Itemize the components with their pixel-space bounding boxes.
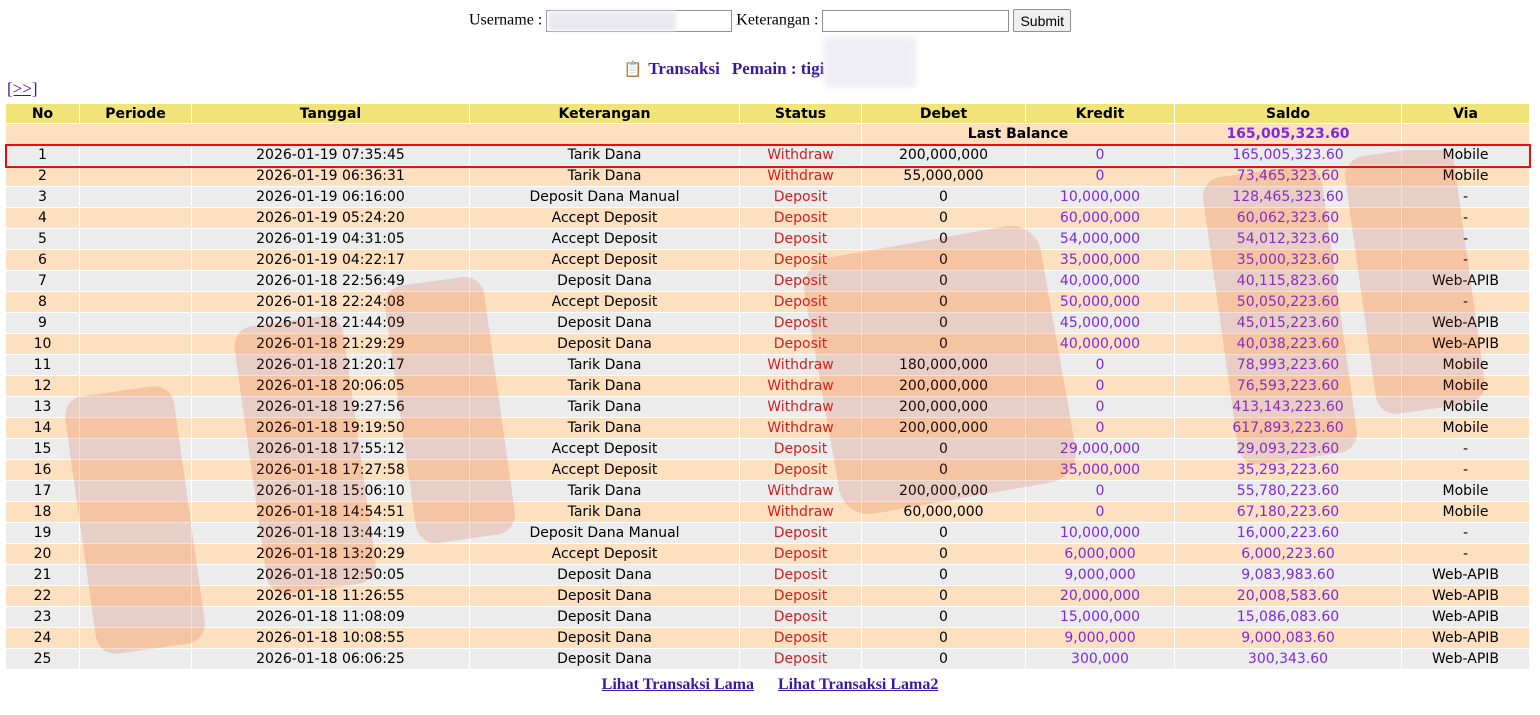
cell-status: Withdraw	[740, 418, 861, 438]
table-row	[6, 439, 1529, 459]
last-balance-value: 165,005,323.60	[1175, 124, 1401, 144]
cell-tanggal: 2026-01-19 04:31:05	[192, 229, 469, 249]
cell-kredit: 0	[1026, 145, 1174, 165]
cell-keterangan: Deposit Dana	[470, 586, 739, 606]
title-transaksi: Transaksi	[648, 58, 720, 78]
page-title	[0, 53, 1540, 87]
cell-via: Mobile	[1402, 376, 1529, 396]
cell-via: Mobile	[1402, 397, 1529, 417]
cell-keterangan: Accept Deposit	[470, 460, 739, 480]
cell-via: -	[1402, 544, 1529, 564]
cell-saldo: 413,143,223.60	[1175, 397, 1401, 417]
cell-status: Withdraw	[740, 502, 861, 522]
cell-periode	[80, 229, 191, 249]
cell-keterangan: Accept Deposit	[470, 292, 739, 312]
username-label: Username :	[468, 11, 543, 29]
header-kredit: Kredit	[1026, 104, 1174, 123]
cell-debet: 200,000,000	[862, 418, 1025, 438]
cell-status: Deposit	[740, 460, 861, 480]
cell-periode	[80, 397, 191, 417]
cell-status: Withdraw	[740, 397, 861, 417]
cell-saldo: 6,000,223.60	[1175, 544, 1401, 564]
table-row	[6, 250, 1529, 270]
cell-saldo: 300,343.60	[1175, 649, 1401, 669]
last-balance-row	[6, 124, 1529, 144]
cell-status: Deposit	[740, 292, 861, 312]
cell-debet: 0	[862, 544, 1025, 564]
cell-saldo: 73,465,323.60	[1175, 166, 1401, 186]
cell-debet: 0	[862, 607, 1025, 627]
table-row	[6, 376, 1529, 396]
cell-periode	[80, 313, 191, 333]
cell-saldo: 45,015,223.60	[1175, 313, 1401, 333]
cell-via: Mobile	[1402, 502, 1529, 522]
cell-tanggal: 2026-01-18 14:54:51	[192, 502, 469, 522]
cell-tanggal: 2026-01-18 13:44:19	[192, 523, 469, 543]
cell-via: Mobile	[1402, 145, 1529, 165]
table-row	[6, 565, 1529, 585]
title-pemain: Pemain : tigi	[731, 58, 825, 78]
cell-saldo: 9,083,983.60	[1175, 565, 1401, 585]
cell-debet: 55,000,000	[862, 166, 1025, 186]
cell-via: -	[1402, 208, 1529, 228]
cell-via: -	[1402, 292, 1529, 312]
cell-keterangan: Accept Deposit	[470, 439, 739, 459]
cell-no: 7	[6, 271, 79, 291]
cell-no: 17	[6, 481, 79, 501]
cell-saldo: 20,008,583.60	[1175, 586, 1401, 606]
old-transactions-link-2[interactable]: Lihat Transaksi Lama2	[778, 676, 939, 693]
cell-kredit: 45,000,000	[1026, 313, 1174, 333]
cell-kredit: 35,000,000	[1026, 250, 1174, 270]
cell-tanggal: 2026-01-19 06:16:00	[192, 187, 469, 207]
cell-no: 18	[6, 502, 79, 522]
cell-no: 23	[6, 607, 79, 627]
table-row	[6, 649, 1529, 669]
cell-debet: 0	[862, 565, 1025, 585]
cell-tanggal: 2026-01-18 21:29:29	[192, 334, 469, 354]
cell-saldo: 78,993,223.60	[1175, 355, 1401, 375]
cell-tanggal: 2026-01-18 17:27:58	[192, 460, 469, 480]
cell-debet: 60,000,000	[862, 502, 1025, 522]
table-row	[6, 628, 1529, 648]
cell-tanggal: 2026-01-18 11:08:09	[192, 607, 469, 627]
cell-status: Deposit	[740, 544, 861, 564]
cell-debet: 0	[862, 523, 1025, 543]
table-row	[6, 271, 1529, 291]
header-saldo: Saldo	[1175, 104, 1401, 123]
cell-status: Withdraw	[740, 145, 861, 165]
footer-links	[0, 676, 1540, 694]
cell-saldo: 40,038,223.60	[1175, 334, 1401, 354]
cell-debet: 200,000,000	[862, 376, 1025, 396]
cell-saldo: 76,593,223.60	[1175, 376, 1401, 396]
cell-saldo: 16,000,223.60	[1175, 523, 1401, 543]
cell-no: 24	[6, 628, 79, 648]
cell-no: 20	[6, 544, 79, 564]
cell-kredit: 29,000,000	[1026, 439, 1174, 459]
cell-status: Deposit	[740, 586, 861, 606]
cell-no: 25	[6, 649, 79, 669]
cell-kredit: 6,000,000	[1026, 544, 1174, 564]
table-row	[6, 145, 1529, 165]
cell-keterangan: Tarik Dana	[470, 481, 739, 501]
cell-via: -	[1402, 187, 1529, 207]
cell-via: Web-APIB	[1402, 586, 1529, 606]
cell-saldo: 35,000,323.60	[1175, 250, 1401, 270]
cell-via: Web-APIB	[1402, 334, 1529, 354]
cell-periode	[80, 649, 191, 669]
cell-periode	[80, 481, 191, 501]
cell-periode	[80, 439, 191, 459]
cell-kredit: 0	[1026, 481, 1174, 501]
cell-no: 4	[6, 208, 79, 228]
cell-periode	[80, 544, 191, 564]
cell-periode	[80, 250, 191, 270]
cell-saldo: 128,465,323.60	[1175, 187, 1401, 207]
header-debet: Debet	[862, 104, 1025, 123]
cell-periode	[80, 355, 191, 375]
header-tanggal: Tanggal	[192, 104, 469, 123]
cell-no: 9	[6, 313, 79, 333]
header-periode: Periode	[80, 104, 191, 123]
cell-saldo: 29,093,223.60	[1175, 439, 1401, 459]
cell-keterangan: Deposit Dana Manual	[470, 523, 739, 543]
cell-debet: 0	[862, 586, 1025, 606]
cell-keterangan: Deposit Dana	[470, 565, 739, 585]
cell-via: Web-APIB	[1402, 313, 1529, 333]
redacted-username	[548, 11, 676, 31]
cell-periode	[80, 523, 191, 543]
cell-no: 2	[6, 166, 79, 186]
table-row	[6, 586, 1529, 606]
table-row	[6, 502, 1529, 522]
cell-keterangan: Tarik Dana	[470, 397, 739, 417]
cell-kredit: 0	[1026, 502, 1174, 522]
cell-no: 5	[6, 229, 79, 249]
cell-status: Deposit	[740, 187, 861, 207]
cell-status: Deposit	[740, 649, 861, 669]
cell-status: Deposit	[740, 565, 861, 585]
table-row	[6, 313, 1529, 333]
cell-tanggal: 2026-01-18 15:06:10	[192, 481, 469, 501]
cell-kredit: 9,000,000	[1026, 628, 1174, 648]
cell-status: Deposit	[740, 313, 861, 333]
cell-tanggal: 2026-01-18 13:20:29	[192, 544, 469, 564]
cell-saldo: 55,780,223.60	[1175, 481, 1401, 501]
table-row	[6, 229, 1529, 249]
cell-kredit: 0	[1026, 355, 1174, 375]
header-no: No	[6, 104, 79, 123]
cell-saldo: 67,180,223.60	[1175, 502, 1401, 522]
table-row	[6, 208, 1529, 228]
table-row	[6, 523, 1529, 543]
cell-saldo: 617,893,223.60	[1175, 418, 1401, 438]
cell-kredit: 40,000,000	[1026, 334, 1174, 354]
cell-no: 22	[6, 586, 79, 606]
table-row	[6, 292, 1529, 312]
search-form	[0, 9, 1540, 32]
cell-periode	[80, 628, 191, 648]
cell-keterangan: Tarik Dana	[470, 502, 739, 522]
cell-status: Deposit	[740, 628, 861, 648]
cell-via: Mobile	[1402, 418, 1529, 438]
cell-no: 15	[6, 439, 79, 459]
table-row	[6, 334, 1529, 354]
cell-tanggal: 2026-01-18 10:08:55	[192, 628, 469, 648]
cell-tanggal: 2026-01-18 19:27:56	[192, 397, 469, 417]
cell-periode	[80, 334, 191, 354]
cell-keterangan: Tarik Dana	[470, 418, 739, 438]
cell-no: 10	[6, 334, 79, 354]
cell-no: 13	[6, 397, 79, 417]
table-row	[6, 607, 1529, 627]
cell-via: -	[1402, 523, 1529, 543]
table-row	[6, 397, 1529, 417]
cell-tanggal: 2026-01-19 04:22:17	[192, 250, 469, 270]
cell-status: Withdraw	[740, 376, 861, 396]
cell-keterangan: Accept Deposit	[470, 229, 739, 249]
cell-tanggal: 2026-01-18 17:55:12	[192, 439, 469, 459]
cell-saldo: 165,005,323.60	[1175, 145, 1401, 165]
keterangan-label: Keterangan :	[736, 11, 819, 29]
cell-periode	[80, 565, 191, 585]
cell-periode	[80, 607, 191, 627]
cell-kredit: 0	[1026, 397, 1174, 417]
cell-periode	[80, 145, 191, 165]
cell-debet: 200,000,000	[862, 397, 1025, 417]
cell-via: Mobile	[1402, 166, 1529, 186]
cell-debet: 0	[862, 313, 1025, 333]
table-header-row	[6, 104, 1529, 123]
table-row	[6, 355, 1529, 375]
cell-debet: 0	[862, 292, 1025, 312]
cell-periode	[80, 166, 191, 186]
cell-keterangan: Deposit Dana	[470, 271, 739, 291]
cell-debet: 0	[862, 649, 1025, 669]
cell-periode	[80, 502, 191, 522]
cell-kredit: 50,000,000	[1026, 292, 1174, 312]
cell-tanggal: 2026-01-18 12:50:05	[192, 565, 469, 585]
cell-via: Web-APIB	[1402, 649, 1529, 669]
cell-tanggal: 2026-01-19 07:35:45	[192, 145, 469, 165]
cell-kredit: 54,000,000	[1026, 229, 1174, 249]
table-row	[6, 481, 1529, 501]
cell-keterangan: Deposit Dana	[470, 628, 739, 648]
cell-via: Web-APIB	[1402, 628, 1529, 648]
last-balance-label: Last Balance	[862, 124, 1174, 144]
header-status: Status	[740, 104, 861, 123]
cell-status: Deposit	[740, 334, 861, 354]
cell-periode	[80, 271, 191, 291]
cell-debet: 200,000,000	[862, 481, 1025, 501]
cell-tanggal: 2026-01-19 06:36:31	[192, 166, 469, 186]
cell-debet: 0	[862, 250, 1025, 270]
table-row	[6, 544, 1529, 564]
cell-tanggal: 2026-01-18 21:20:17	[192, 355, 469, 375]
cell-debet: 0	[862, 187, 1025, 207]
cell-tanggal: 2026-01-19 05:24:20	[192, 208, 469, 228]
cell-keterangan: Tarik Dana	[470, 145, 739, 165]
cell-status: Deposit	[740, 229, 861, 249]
cell-tanggal: 2026-01-18 19:19:50	[192, 418, 469, 438]
cell-periode	[80, 187, 191, 207]
cell-periode	[80, 418, 191, 438]
cell-saldo: 50,050,223.60	[1175, 292, 1401, 312]
old-transactions-link[interactable]: Lihat Transaksi Lama	[601, 676, 754, 693]
table-row	[6, 187, 1529, 207]
table-row	[6, 460, 1529, 480]
cell-via: Web-APIB	[1402, 607, 1529, 627]
cell-via: -	[1402, 439, 1529, 459]
cell-keterangan: Deposit Dana	[470, 607, 739, 627]
cell-kredit: 40,000,000	[1026, 271, 1174, 291]
cell-via: -	[1402, 229, 1529, 249]
cell-debet: 0	[862, 460, 1025, 480]
cell-kredit: 60,000,000	[1026, 208, 1174, 228]
cell-keterangan: Accept Deposit	[470, 250, 739, 270]
cell-saldo: 54,012,323.60	[1175, 229, 1401, 249]
cell-no: 16	[6, 460, 79, 480]
cell-periode	[80, 292, 191, 312]
cell-via: -	[1402, 460, 1529, 480]
transactions-table	[5, 103, 1530, 670]
cell-status: Deposit	[740, 208, 861, 228]
cell-via: Mobile	[1402, 355, 1529, 375]
cell-kredit: 0	[1026, 418, 1174, 438]
cell-periode	[80, 208, 191, 228]
cell-debet: 0	[862, 208, 1025, 228]
table-row	[6, 166, 1529, 186]
cell-debet: 0	[862, 229, 1025, 249]
keterangan-input[interactable]	[822, 10, 1009, 32]
submit-button[interactable]: Submit	[1013, 9, 1071, 32]
cell-kredit: 15,000,000	[1026, 607, 1174, 627]
cell-saldo: 60,062,323.60	[1175, 208, 1401, 228]
cell-keterangan: Deposit Dana	[470, 313, 739, 333]
cell-tanggal: 2026-01-18 06:06:25	[192, 649, 469, 669]
header-via: Via	[1402, 104, 1529, 123]
cell-status: Deposit	[740, 439, 861, 459]
cell-periode	[80, 376, 191, 396]
cell-kredit: 35,000,000	[1026, 460, 1174, 480]
cell-kredit: 300,000	[1026, 649, 1174, 669]
cell-no: 19	[6, 523, 79, 543]
cell-status: Withdraw	[740, 355, 861, 375]
cell-saldo: 40,115,823.60	[1175, 271, 1401, 291]
cell-no: 11	[6, 355, 79, 375]
cell-no: 6	[6, 250, 79, 270]
cell-no: 21	[6, 565, 79, 585]
cell-kredit: 9,000,000	[1026, 565, 1174, 585]
cell-kredit: 20,000,000	[1026, 586, 1174, 606]
cell-keterangan: Accept Deposit	[470, 544, 739, 564]
cell-tanggal: 2026-01-18 22:56:49	[192, 271, 469, 291]
cell-via: Mobile	[1402, 481, 1529, 501]
cell-debet: 180,000,000	[862, 355, 1025, 375]
cell-no: 1	[6, 145, 79, 165]
cell-via: Web-APIB	[1402, 271, 1529, 291]
cell-keterangan: Tarik Dana	[470, 376, 739, 396]
cell-kredit: 10,000,000	[1026, 523, 1174, 543]
cell-keterangan: Deposit Dana Manual	[470, 187, 739, 207]
cell-keterangan: Deposit Dana	[470, 649, 739, 669]
cell-no: 14	[6, 418, 79, 438]
document-icon: 📋	[623, 61, 643, 78]
cell-debet: 0	[862, 628, 1025, 648]
cell-tanggal: 2026-01-18 11:26:55	[192, 586, 469, 606]
cell-status: Deposit	[740, 250, 861, 270]
cell-periode	[80, 460, 191, 480]
cell-no: 8	[6, 292, 79, 312]
cell-no: 12	[6, 376, 79, 396]
cell-no: 3	[6, 187, 79, 207]
cell-periode	[80, 586, 191, 606]
header-keterangan: Keterangan	[470, 104, 739, 123]
cell-debet: 200,000,000	[862, 145, 1025, 165]
table-row	[6, 418, 1529, 438]
cell-keterangan: Tarik Dana	[470, 166, 739, 186]
cell-tanggal: 2026-01-18 21:44:09	[192, 313, 469, 333]
cell-keterangan: Accept Deposit	[470, 208, 739, 228]
cell-tanggal: 2026-01-18 22:24:08	[192, 292, 469, 312]
cell-saldo: 35,293,223.60	[1175, 460, 1401, 480]
cell-status: Deposit	[740, 607, 861, 627]
cell-debet: 0	[862, 439, 1025, 459]
cell-keterangan: Deposit Dana	[470, 334, 739, 354]
cell-via: Web-APIB	[1402, 565, 1529, 585]
cell-saldo: 15,086,083.60	[1175, 607, 1401, 627]
cell-kredit: 0	[1026, 166, 1174, 186]
cell-status: Deposit	[740, 523, 861, 543]
next-page-link[interactable]: [>>]	[7, 79, 38, 98]
cell-debet: 0	[862, 334, 1025, 354]
cell-via: -	[1402, 250, 1529, 270]
cell-tanggal: 2026-01-18 20:06:05	[192, 376, 469, 396]
cell-status: Withdraw	[740, 481, 861, 501]
cell-kredit: 0	[1026, 376, 1174, 396]
cell-saldo: 9,000,083.60	[1175, 628, 1401, 648]
redacted-player-name	[824, 37, 916, 87]
cell-keterangan: Tarik Dana	[470, 355, 739, 375]
cell-status: Deposit	[740, 271, 861, 291]
cell-status: Withdraw	[740, 166, 861, 186]
cell-debet: 0	[862, 271, 1025, 291]
cell-kredit: 10,000,000	[1026, 187, 1174, 207]
